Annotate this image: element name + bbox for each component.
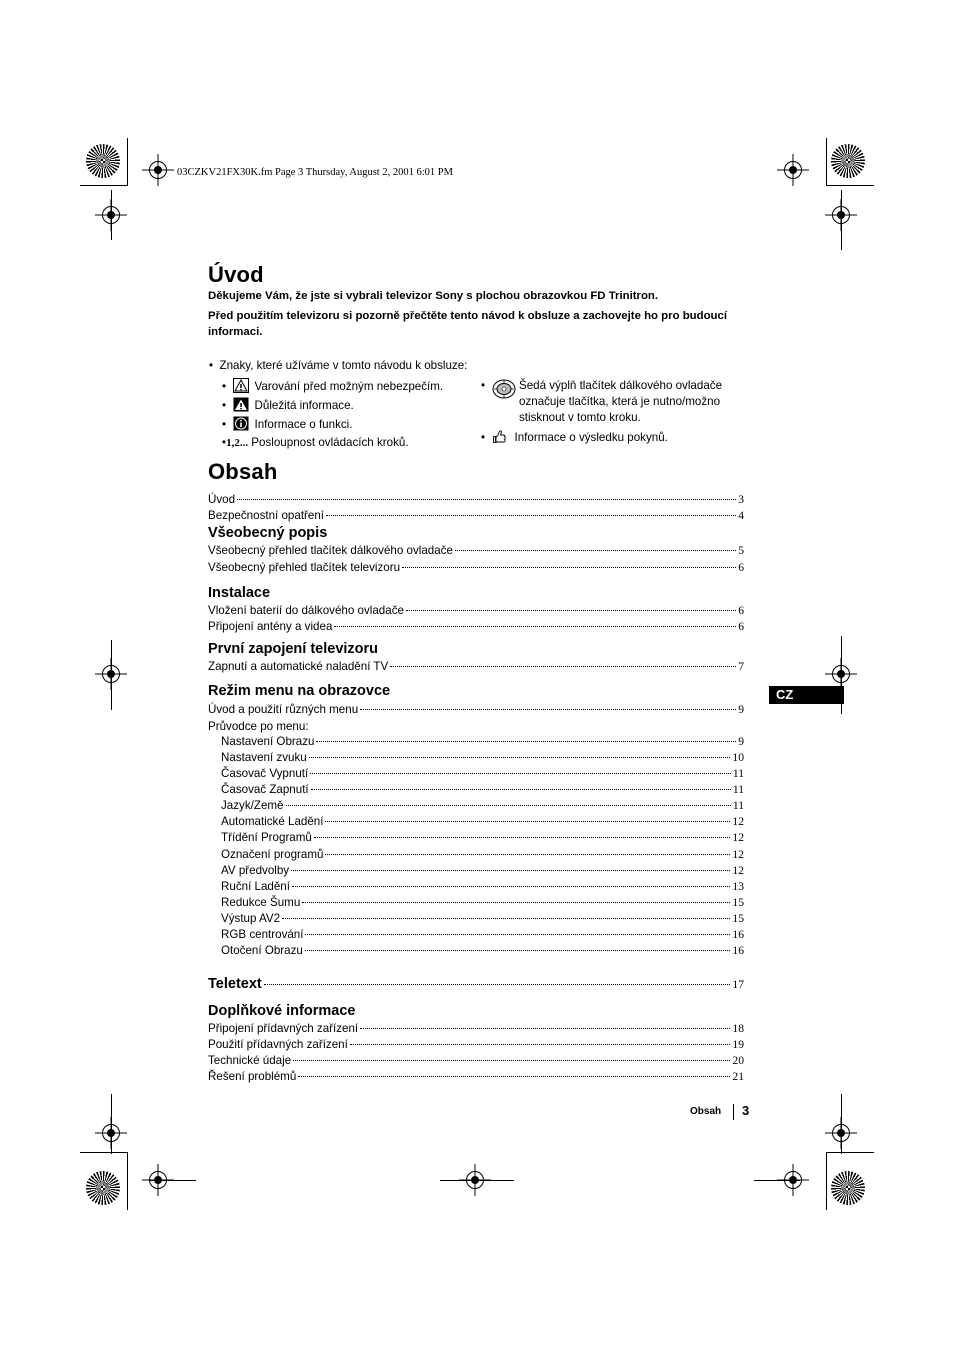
toc-entry[interactable]: Časovač Zapnutí 11 [221,783,744,796]
intro-read-note: Před použitím televizoru si pozorně přečtěte tento návod k obsluze a zachovejte ho pro budoucí informaci. [208,310,727,338]
symbol-item-warning: • Varování před možným nebezpečím. [222,380,444,393]
toc-entry[interactable]: Jazyk/Země 11 [221,799,744,812]
toc-title: Obsah [208,459,278,484]
page-number: 3 [742,1103,750,1118]
toc-entry[interactable]: Nastavení zvuku 10 [221,751,744,764]
toc-entry[interactable]: Ruční Ladění 13 [221,880,744,893]
toc-entry[interactable]: Připojení přídavných zařízení 18 [208,1022,744,1035]
toc-entry[interactable]: Bezpečnostní opatření 4 [208,509,744,522]
toc-section-heading: První zapojení televizoru [208,641,379,657]
toc-entry[interactable]: Řešení problémů 21 [208,1070,744,1083]
intro-title: Úvod [208,262,264,287]
toc-entry[interactable]: Třídění Programů 12 [221,831,744,844]
symbol-item-caution: • Důležitá informace. [222,399,354,412]
file-header-line: 03CZKV21FX30K.fm Page 3 Thursday, August 2, 2001 6:01 PM [177,167,453,178]
crop-star-mark [86,1171,120,1205]
info-icon [233,416,249,431]
crop-star-mark [831,144,865,178]
toc-entry[interactable]: Všeobecný přehled tlačítek dálkového ovladače 5 [208,544,744,557]
toc-entry[interactable]: Zapnutí a automatické naladění TV 7 [208,660,744,673]
toc-section-heading: Režim menu na obrazovce [208,683,391,699]
toc-menu-guide-label: Průvodce po menu: [208,720,309,733]
warning-triangle-icon [233,378,249,393]
toc-entry[interactable]: Vložení baterií do dálkového ovladače 6 [208,604,744,617]
symbol-item-remote: • Šedá výplň tlačítek dálkového ovladače označuje tlačítka, která je nutno/možno stisknout v tomto kroku. [481,379,723,424]
toc-entry[interactable]: Úvod a použití různých menu 9 [208,703,744,716]
toc-entry[interactable]: Nastavení Obrazu 9 [221,735,744,748]
remote-buttons-icon [491,378,517,400]
toc-entry[interactable]: RGB centrování 16 [221,928,744,941]
symbols-intro: • Znaky, které užíváme v tomto návodu k obsluze: [209,359,468,372]
toc-entry[interactable]: Automatické Ladění 12 [221,815,744,828]
toc-entry[interactable]: Redukce Šumu 15 [221,896,744,909]
crop-star-mark [86,144,120,178]
toc-entry[interactable]: Označení programů 12 [221,848,744,861]
toc-entry[interactable]: Připojení antény a videa 6 [208,620,744,633]
toc-entry[interactable]: Časovač Vypnutí 11 [221,767,744,780]
registration-mark [149,161,167,179]
toc-entry[interactable]: Úvod 3 [208,493,744,506]
toc-section-heading: Doplňkové informace [208,1003,356,1019]
toc-entry[interactable]: Všeobecný přehled tlačítek televizoru 6 [208,561,744,574]
toc-entry[interactable]: Otočení Obrazu 16 [221,944,744,957]
toc-section-heading: Instalace [208,585,271,601]
footer-section-label: Obsah [690,1106,722,1117]
symbol-item-result: • Informace o výsledku pokynů. [481,431,668,444]
intro-thanks: Děkujeme Vám, že jste si vybrali televizor Sony s plochou obrazovkou FD Trinitron. [208,290,659,302]
crop-star-mark [831,1171,865,1205]
toc-entry[interactable]: Výstup AV2 15 [221,912,744,925]
toc-entry[interactable]: Použití přídavných zařízení 19 [208,1038,744,1051]
hand-pointing-icon [492,429,509,444]
toc-section-heading: Všeobecný popis [208,525,328,541]
symbol-item-steps: •1,2... Posloupnost ovládacích kroků. [222,436,409,449]
toc-entry-teletext[interactable]: Teletext 17 [208,976,744,992]
footer-divider [733,1104,734,1120]
toc-entry[interactable]: AV předvolby 12 [221,864,744,877]
language-tab: CZ [769,686,844,704]
caution-triangle-icon [233,397,249,412]
toc-entry[interactable]: Technické údaje 20 [208,1054,744,1067]
symbol-item-info: • Informace o funkci. [222,418,353,431]
registration-mark [784,161,802,179]
